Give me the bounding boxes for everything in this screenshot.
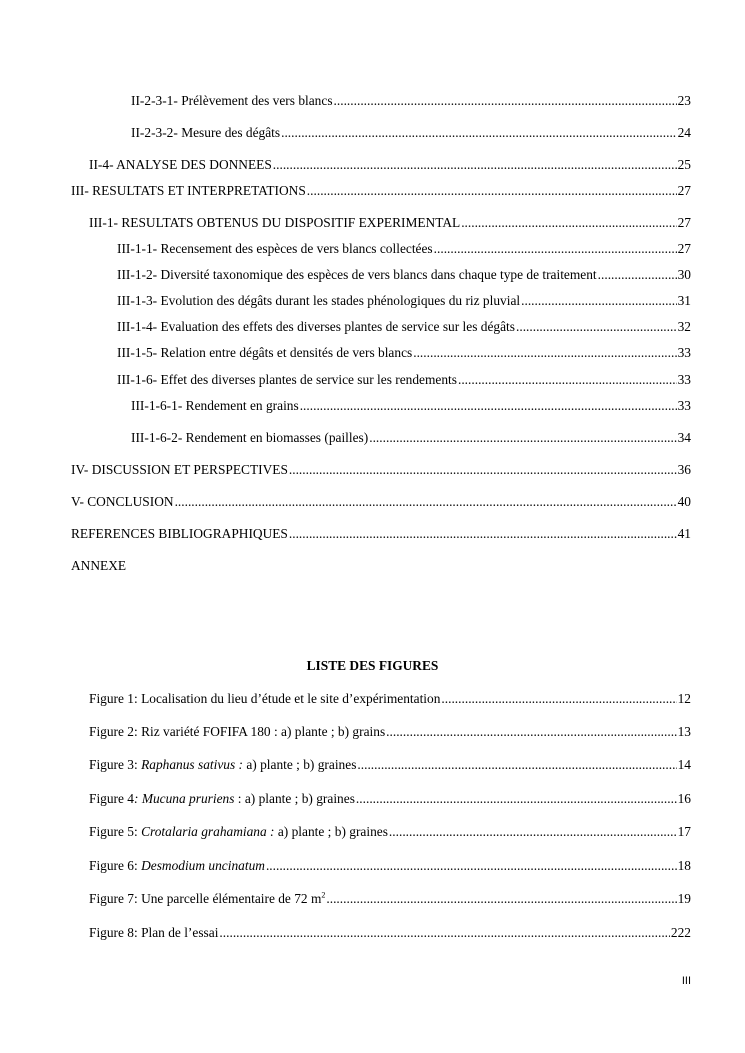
figure-entry bbox=[89, 824, 691, 840]
toc-entry bbox=[117, 372, 691, 388]
figure-entry bbox=[89, 858, 691, 874]
toc-label: III-1-1- Recensement des espèces de vers blancs collectées bbox=[117, 241, 433, 256]
toc-label: III-1-6-1- Rendement en grains bbox=[131, 398, 299, 413]
figure-entry bbox=[89, 724, 691, 740]
toc-entry bbox=[131, 125, 691, 141]
figure-page: 222 bbox=[670, 925, 691, 940]
page-number: III bbox=[681, 975, 691, 987]
figure-page: 17 bbox=[677, 824, 691, 839]
figure-entry bbox=[89, 925, 691, 941]
toc-page: 27 bbox=[677, 215, 691, 230]
figure-page: 16 bbox=[677, 791, 691, 806]
figure-label: Figure 1: Localisation du lieu d’étude et le site d’expérimentation bbox=[89, 691, 441, 706]
toc-page: 40 bbox=[677, 494, 691, 509]
toc-entry bbox=[71, 183, 691, 199]
toc-page: 31 bbox=[677, 293, 691, 308]
toc-annexe: ANNEXE bbox=[71, 558, 127, 573]
figures-heading: LISTE DES FIGURES bbox=[306, 658, 439, 673]
toc-entry bbox=[117, 345, 691, 361]
toc-label: IV- DISCUSSION ET PERSPECTIVES bbox=[71, 462, 288, 477]
toc-label: III- RESULTATS ET INTERPRETATIONS bbox=[71, 183, 306, 198]
toc-page: 33 bbox=[677, 372, 691, 387]
figure-page: 19 bbox=[677, 891, 691, 906]
toc-entry bbox=[117, 293, 691, 309]
toc-label: III-1-6- Effet des diverses plantes de service sur les rendements bbox=[117, 372, 457, 387]
figure-label: Figure 3: Raphanus sativus : a) plante ; b) graines bbox=[89, 757, 357, 772]
toc-page: 32 bbox=[677, 319, 691, 334]
figure-entry bbox=[89, 891, 691, 907]
toc-page: 36 bbox=[677, 462, 691, 477]
toc-page: 24 bbox=[677, 125, 691, 140]
figure-entry bbox=[89, 691, 691, 707]
toc-entry bbox=[117, 241, 691, 257]
toc-entry bbox=[117, 267, 691, 283]
toc-page: 30 bbox=[677, 267, 691, 282]
toc-entry bbox=[89, 157, 691, 173]
toc-label: III-1- RESULTATS OBTENUS DU DISPOSITIF EXPERIMENTAL bbox=[89, 215, 461, 230]
toc-page: 27 bbox=[677, 183, 691, 198]
toc-label: II-4- ANALYSE DES DONNEES bbox=[89, 157, 272, 172]
figure-page: 13 bbox=[677, 724, 691, 739]
figure-page: 14 bbox=[677, 757, 691, 772]
toc-entry bbox=[71, 494, 691, 510]
toc-label: III-1-6-2- Rendement en biomasses (pailles) bbox=[131, 430, 369, 445]
toc-label: REFERENCES BIBLIOGRAPHIQUES bbox=[71, 526, 288, 541]
figure-entry bbox=[89, 791, 691, 807]
toc-label: III-1-4- Evaluation des effets des diverses plantes de service sur les dégâts bbox=[117, 319, 515, 334]
figure-label: Figure 6: Desmodium uncinatum bbox=[89, 858, 265, 873]
figure-label: Figure 4: Mucuna pruriens : a) plante ; b) graines bbox=[89, 791, 355, 806]
toc-entry bbox=[131, 93, 691, 109]
figure-label: Figure 5: Crotalaria grahamiana : a) plante ; b) graines bbox=[89, 824, 388, 839]
figure-page: 12 bbox=[677, 691, 691, 706]
toc-label: II-2-3-2- Mesure des dégâts bbox=[131, 125, 281, 140]
toc-label: III-1-3- Evolution des dégâts durant les stades phénologiques du riz pluvial bbox=[117, 293, 521, 308]
toc-entry bbox=[131, 430, 691, 446]
toc-page: 23 bbox=[677, 93, 691, 108]
toc-entry bbox=[71, 526, 691, 542]
toc-label: II-2-3-1- Prélèvement des vers blancs bbox=[131, 93, 333, 108]
figure-entry bbox=[89, 757, 691, 773]
toc-entry bbox=[89, 215, 691, 231]
figure-label: Figure 8: Plan de l’essai bbox=[89, 925, 219, 940]
toc-page: 41 bbox=[677, 526, 691, 541]
toc-label: III-1-2- Diversité taxonomique des espèces de vers blancs dans chaque type de traitement bbox=[117, 267, 597, 282]
toc-entry bbox=[117, 319, 691, 335]
figure-label: Figure 2: Riz variété FOFIFA 180 : a) plante ; b) grains bbox=[89, 724, 386, 739]
toc-entry bbox=[131, 398, 691, 414]
toc-page: 27 bbox=[677, 241, 691, 256]
toc-page: 33 bbox=[677, 345, 691, 360]
toc-page: 25 bbox=[677, 157, 691, 172]
figure-page: 18 bbox=[677, 858, 691, 873]
toc-label: III-1-5- Relation entre dégâts et densités de vers blancs bbox=[117, 345, 413, 360]
figure-label: Figure 7: Une parcelle élémentaire de 72 $m^2$ bbox=[89, 890, 326, 906]
toc-page: 33 bbox=[677, 398, 691, 413]
toc-page: 34 bbox=[677, 430, 691, 445]
toc-entry bbox=[71, 462, 691, 478]
toc-label: V- CONCLUSION bbox=[71, 494, 174, 509]
